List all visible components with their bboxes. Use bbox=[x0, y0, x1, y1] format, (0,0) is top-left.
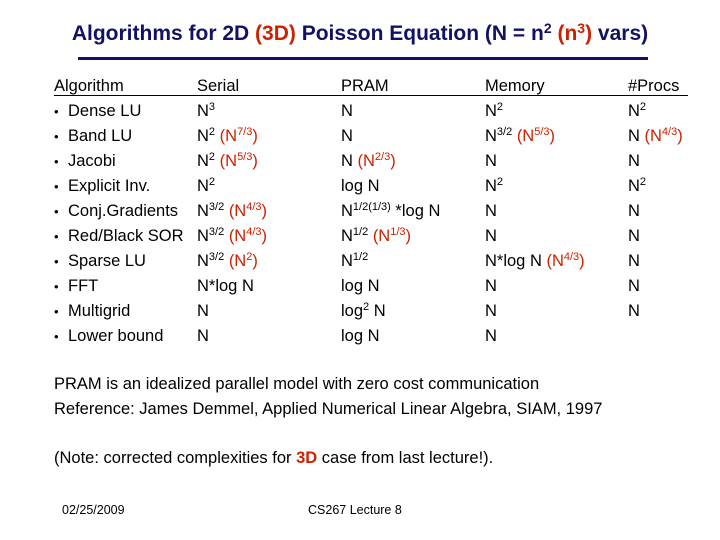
bullet-icon: • bbox=[54, 304, 59, 319]
exponent: 2 bbox=[208, 176, 216, 188]
exponent: 3/2 bbox=[496, 126, 513, 138]
memory-cell bbox=[485, 201, 585, 226]
complexity-text: N bbox=[485, 152, 497, 170]
complexity-text: N bbox=[628, 252, 640, 270]
bullet-icon: • bbox=[54, 154, 59, 169]
complexity-text: ) bbox=[252, 252, 258, 270]
complexity-text: ) bbox=[405, 227, 412, 245]
exponent: 2 bbox=[208, 151, 216, 163]
complexity-text: N bbox=[197, 227, 209, 245]
procs-column bbox=[628, 76, 683, 351]
serial-cell bbox=[197, 176, 267, 201]
exponent: 2 bbox=[639, 176, 647, 188]
complexity-text: N bbox=[628, 227, 640, 245]
memory-cell bbox=[485, 326, 585, 351]
memory-cell bbox=[485, 151, 585, 176]
complexity-text: N bbox=[628, 177, 640, 195]
exponent: 4/3 bbox=[563, 251, 580, 263]
complexity-text: (N bbox=[219, 152, 238, 170]
complexity-text: N bbox=[485, 202, 497, 220]
procs-cell bbox=[628, 251, 683, 276]
reference-note: Reference: James Demmel, Applied Numerical Linear Algebra, SIAM, 1997 bbox=[54, 400, 603, 418]
procs-cell bbox=[628, 101, 683, 126]
exponent: 3 bbox=[208, 101, 216, 113]
algorithm-cell bbox=[54, 151, 184, 176]
procs-cell bbox=[628, 301, 683, 326]
complexity-text: N bbox=[341, 127, 353, 145]
complexity-text: N bbox=[628, 152, 640, 170]
algorithm-name: Jacobi bbox=[68, 152, 116, 170]
complexity-text: N bbox=[485, 327, 497, 345]
complexity-text: ) bbox=[261, 227, 268, 245]
complexity-text: log N bbox=[341, 327, 380, 345]
memory-cell bbox=[485, 101, 585, 126]
algorithm-name: FFT bbox=[68, 277, 99, 295]
algorithm-name: Sparse LU bbox=[68, 252, 146, 270]
procs-cell bbox=[628, 151, 683, 176]
exponent: 2 bbox=[639, 101, 647, 113]
exponent: 1/2 bbox=[352, 251, 369, 263]
complexity-text: log N bbox=[341, 177, 380, 195]
serial-cell bbox=[197, 276, 267, 301]
complexity-text: N bbox=[197, 302, 209, 320]
algorithm-name: Lower bound bbox=[68, 327, 164, 345]
algorithm-header: Algorithm bbox=[54, 77, 124, 95]
pram-cell bbox=[341, 326, 440, 351]
complexity-text: N*log N bbox=[197, 277, 254, 295]
complexity-text: ) bbox=[261, 202, 268, 220]
algorithm-cell bbox=[54, 326, 184, 351]
complexity-text: *log N bbox=[390, 202, 441, 220]
exponent: 4/3 bbox=[661, 126, 678, 138]
algorithm-cell bbox=[54, 276, 184, 301]
memory-cell bbox=[485, 301, 585, 326]
algorithm-cell bbox=[54, 101, 184, 126]
serial-cell bbox=[197, 326, 267, 351]
complexity-text: ) bbox=[252, 152, 258, 170]
bullet-icon: • bbox=[54, 229, 59, 244]
algorithm-name: Explicit Inv. bbox=[68, 177, 151, 195]
complexity-text: (N bbox=[372, 227, 391, 245]
serial-cell bbox=[197, 251, 267, 276]
algorithm-cell bbox=[54, 226, 184, 251]
algorithm-name: Multigrid bbox=[68, 302, 131, 320]
algorithm-cell bbox=[54, 126, 184, 151]
algorithm-cell bbox=[54, 176, 184, 201]
exponent: 1/2(1/3) bbox=[352, 201, 391, 213]
exponent: 1/2 bbox=[352, 226, 369, 238]
exponent: 2 bbox=[363, 301, 370, 313]
title-underline bbox=[78, 57, 648, 60]
complexity-text: N bbox=[197, 202, 209, 220]
bullet-icon: • bbox=[54, 279, 59, 294]
pram-cell bbox=[341, 276, 440, 301]
complexity-text: N bbox=[197, 102, 209, 120]
complexity-text: ) bbox=[549, 127, 556, 145]
table-header-rule bbox=[54, 95, 688, 96]
complexity-text: ) bbox=[252, 127, 258, 145]
procs-cell bbox=[628, 126, 683, 151]
serial-cell bbox=[197, 151, 267, 176]
complexity-text: N bbox=[485, 227, 497, 245]
serial-cell bbox=[197, 126, 267, 151]
serial-column bbox=[197, 76, 267, 351]
exponent: 1/3 bbox=[390, 226, 406, 238]
complexity-text: N bbox=[485, 102, 497, 120]
procs-cell bbox=[628, 326, 683, 351]
pram-note: PRAM is an idealized parallel model with zero cost communication bbox=[54, 375, 540, 393]
complexity-text: N bbox=[341, 227, 353, 245]
memory-cell bbox=[485, 276, 585, 301]
complexity-text: ) bbox=[677, 127, 683, 145]
complexity-text: (N bbox=[228, 252, 247, 270]
exponent: 4/3 bbox=[246, 201, 262, 213]
complexity-text: N bbox=[197, 152, 209, 170]
exponent: 2 bbox=[496, 101, 504, 113]
exponent: 2 bbox=[246, 251, 253, 263]
algorithm-cell bbox=[54, 251, 184, 276]
complexity-text: (N bbox=[228, 202, 247, 220]
bullet-icon: • bbox=[54, 254, 59, 269]
exponent: 5/3 bbox=[237, 151, 253, 163]
footer-lecture: CS267 Lecture 8 bbox=[308, 503, 402, 517]
complexity-text: (N bbox=[516, 127, 535, 145]
complexity-text: N bbox=[485, 127, 497, 145]
memory-header: Memory bbox=[485, 77, 545, 95]
pram-cell bbox=[341, 226, 440, 251]
bullet-icon: • bbox=[54, 129, 59, 144]
memory-cell bbox=[485, 226, 585, 251]
complexity-text: N bbox=[628, 102, 640, 120]
complexity-text: N bbox=[197, 327, 209, 345]
pram-cell bbox=[341, 151, 440, 176]
complexity-text: N bbox=[341, 202, 353, 220]
complexity-text: N bbox=[628, 277, 640, 295]
serial-cell bbox=[197, 301, 267, 326]
algorithm-cell bbox=[54, 301, 184, 326]
exponent: 3/2 bbox=[208, 226, 225, 238]
complexity-text: (N bbox=[546, 252, 564, 270]
complexity-text: N bbox=[369, 302, 386, 320]
pram-cell bbox=[341, 201, 440, 226]
procs-cell bbox=[628, 176, 683, 201]
serial-cell bbox=[197, 226, 267, 251]
procs-cell bbox=[628, 276, 683, 301]
algorithm-name: Conj.Gradients bbox=[68, 202, 179, 220]
complexity-text: log bbox=[341, 302, 364, 320]
complexity-text: (N bbox=[644, 127, 662, 145]
bullet-icon: • bbox=[54, 204, 59, 219]
bullet-icon: • bbox=[54, 104, 59, 119]
complexity-text: N bbox=[197, 252, 209, 270]
procs-cell bbox=[628, 201, 683, 226]
exponent: 4/3 bbox=[246, 226, 262, 238]
complexity-text: log N bbox=[341, 277, 380, 295]
complexity-text: N bbox=[341, 252, 353, 270]
exponent: 3/2 bbox=[208, 201, 225, 213]
procs-cell bbox=[628, 226, 683, 251]
algorithm-name: Dense LU bbox=[68, 102, 142, 120]
serial-cell bbox=[197, 201, 267, 226]
complexity-text: N bbox=[628, 302, 640, 320]
serial-cell bbox=[197, 101, 267, 126]
complexity-text: N bbox=[341, 152, 358, 170]
footer-date: 02/25/2009 bbox=[62, 503, 125, 517]
complexity-text: ) bbox=[390, 152, 396, 170]
exponent: 2 bbox=[496, 176, 504, 188]
slide-title: Algorithms for 2D (3D) Poisson Equation ($N = n^2$ $(n^3)$ vars) bbox=[71, 20, 649, 45]
exponent: 3/2 bbox=[208, 251, 225, 263]
pram-cell bbox=[341, 126, 440, 151]
complexity-text: N bbox=[341, 102, 353, 120]
bullet-icon: • bbox=[54, 329, 59, 344]
complexity-text: N bbox=[197, 177, 209, 195]
algorithm-name: Band LU bbox=[68, 127, 133, 145]
exponent: 7/3 bbox=[237, 126, 253, 138]
complexity-text: N bbox=[485, 302, 497, 320]
complexity-text: (N bbox=[357, 152, 375, 170]
complexity-text: N*log N bbox=[485, 252, 547, 270]
pram-column bbox=[341, 76, 440, 351]
memory-column bbox=[485, 76, 585, 351]
bullet-icon: • bbox=[54, 179, 59, 194]
algorithm-cell bbox=[54, 201, 184, 226]
complexity-text: N bbox=[485, 177, 497, 195]
algorithm-column bbox=[54, 76, 184, 351]
complexity-text: (N bbox=[219, 127, 238, 145]
procs-header: #Procs bbox=[628, 77, 680, 95]
complexity-text: N bbox=[628, 127, 645, 145]
exponent: 2/3 bbox=[374, 151, 391, 163]
correction-note: (Note: corrected complexities for 3D case from last lecture!). bbox=[54, 449, 494, 467]
notes bbox=[54, 374, 602, 424]
algorithm-name: Red/Black SOR bbox=[68, 227, 184, 245]
pram-header: PRAM bbox=[341, 77, 389, 95]
complexity-text: N bbox=[485, 277, 497, 295]
complexity-text: (N bbox=[228, 227, 247, 245]
serial-header: Serial bbox=[197, 77, 240, 95]
pram-cell bbox=[341, 251, 440, 276]
pram-cell bbox=[341, 101, 440, 126]
memory-cell bbox=[485, 251, 585, 276]
exponent: 5/3 bbox=[534, 126, 550, 138]
pram-cell bbox=[341, 176, 440, 201]
memory-cell bbox=[485, 176, 585, 201]
complexity-text: N bbox=[628, 202, 640, 220]
complexity-text: ) bbox=[579, 252, 585, 270]
complexity-text: N bbox=[197, 127, 209, 145]
exponent: 2 bbox=[208, 126, 216, 138]
pram-cell bbox=[341, 301, 440, 326]
memory-cell bbox=[485, 126, 585, 151]
